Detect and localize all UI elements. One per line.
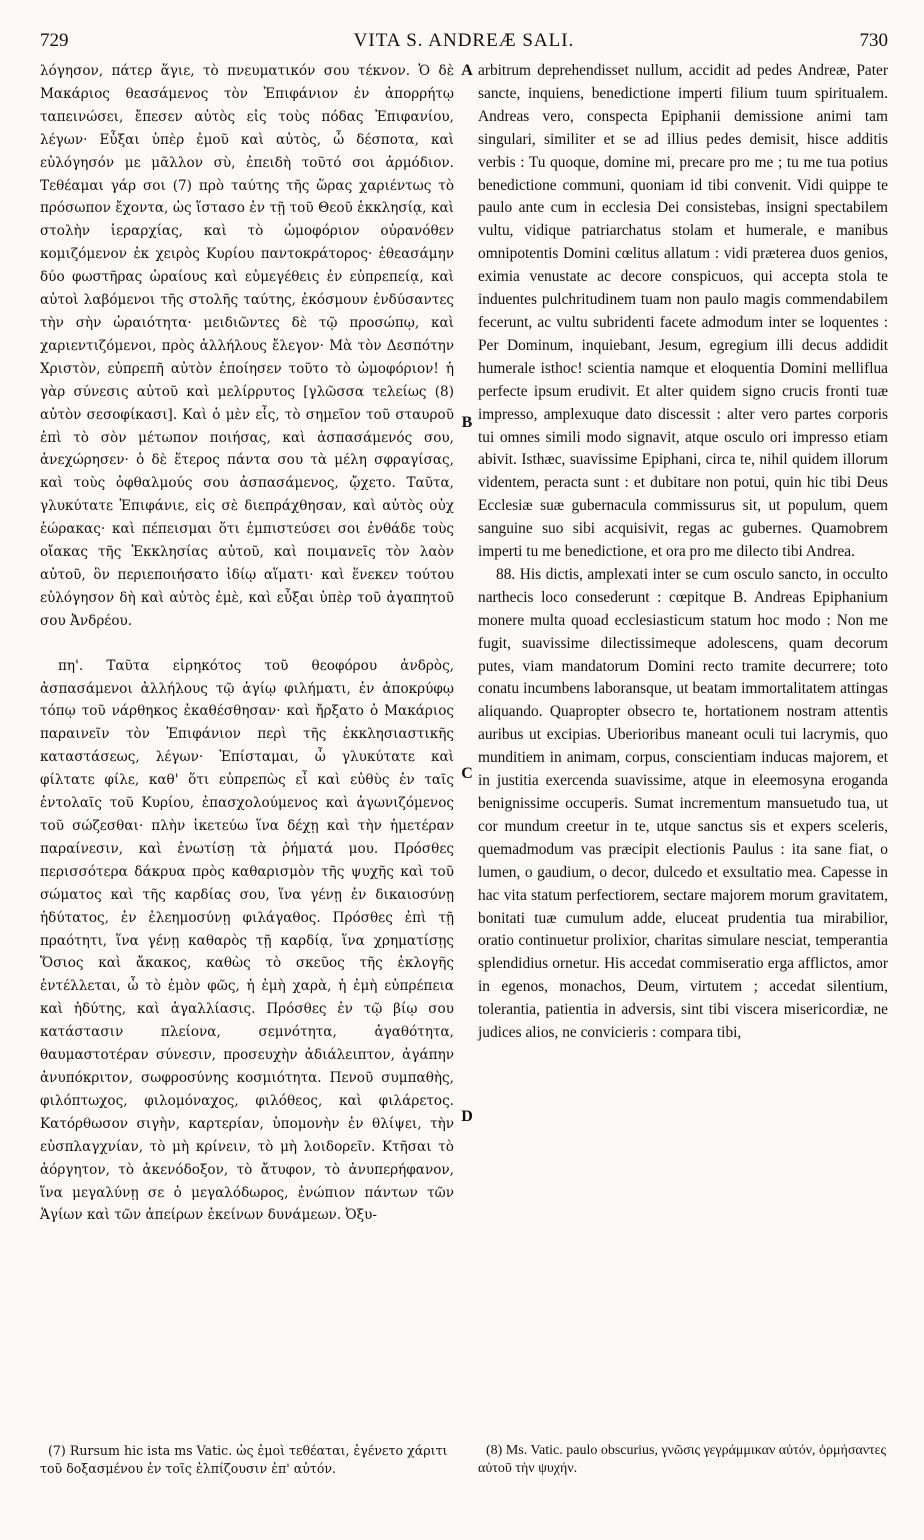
margin-marker-b: B xyxy=(461,414,473,431)
margin-marker-d: D xyxy=(461,1108,473,1125)
latin-paragraph-2: 88. His dictis, amplexati inter se cum osculo sancto, in occulto narthecis loco consederunt : cœpitque B. Andreas Epiphanium monere multa quoad ecclesiasticum statum hoc modo : Non me fugit, suavissime dilectissimeque adolescens, quam decorum putes, viam mandatorum Domini recto tramite decurrere; toto conatu incumbens laboransque, ut beatam immortalitatem attingas aliquando. Quapropter obsecro te, hortationem nostram attentis auribus ut excipias. Uberioribus maneant oculi tui lacrymis, quo munditiem in animam, corpus, conscientiam inducas majorem, et in justitia exercenda suavissime, atque in eleemosyna eroganda benignissime occuperis. Sumat incrementum mansuetudo tua, ut cor mundum creetur in te, utque sanctus sis et expers sceleris, quemadmodum vas præcipit electionis Paulus : ita sane fiat, o lumen, o gaudium, o decor, dulcedo et exsultatio mea. Capesse in hac vita statum perfectiorem, sectare majorem morum gravitatem, bonitati tuæ cumulum adde, eluceat prudentia tua mirabilior, oratio continuetur prolixior, charitas simulare nesciat, temperantia splendidius ornetur. His accedat commiseratio erga afflictos, amor in egenos, monachos, Deum, virtutem ; accedat silentium, tolerantia, patientia in adversis, sint tibi viscera misericordiæ, ne judices alios, ne convicieris : compara tibi, xyxy=(478,565,888,1042)
latin-paragraph-1: arbitrum deprehendisset nullum, accidit ad pedes Andreæ, Pater sancte, inquiens, benedictione imperti filium tuum spiritualem. Andreas vero, conspecta Epiphanii demissione animi tam singulari, similiter et se ad illius pedes demisit, hisce additis verbis : Tu quoque, domine mi, precare pro me ; tu me tua potius benedictione communi, quoniam id tibi convenit. Vidi quippe te paulo ante cum in ecclesia Dei consistebas, insigni spectabilem vultu, vidique patriarchatus stolam et humerale, e manibus omnipotentis Domini cœlitus allatum : vidi præterea duos genios, eximia venustate ac decore conspicuos, qui accepta stola te induentes pulchritudinem tuam non paulo magis commendabilem fecerunt, ac vultu subridenti facete admodum inter se loquentes : Per Dominum, inquiebant, Jesum, egregium illi decus addidit humerale isthoc! scientia namque et eloquentia Domini melliflua perfecte ipsum erudivit. Et alter quidem signo crucis fronti tuæ impresso, amplexuque dato discessit : alter vero partes corporis tui omnes simili modo signavit, atque osculo ori impresso etiam abivit. Isthæc, suavissime Epiphani, circa te, nihil quidem illorum videntem, peracta sunt : et dubitare non potui, quin hic tibi Deus Ecclesiæ suæ gubernacula commissurus sit, ut populum, quem sanguine suo sibi acquisivit, regas ac gubernes. Quamobrem imperti tu me benedictione, et ora pro me dilecto tibi Andrea. xyxy=(478,62,888,561)
footnote-8: (8) Ms. Vatic. paulo obscurius, γνῶσις γεγράμμικαν αὐτόν, ὁρμήσαντες αὐτοῦ τὴν ψυχήν. xyxy=(478,1443,887,1476)
page-number-right: 730 xyxy=(859,30,888,51)
margin-marker-c: C xyxy=(461,765,473,782)
page-number-left: 729 xyxy=(40,30,69,51)
running-header xyxy=(40,30,888,56)
greek-paragraph-1: λόγησον, πάτερ ἅγιε, τὸ πνευματικόν σου τέκνον. Ὁ δὲ Μακάριος θεασάμενος τὸν Ἐπιφάνιον ἐν ἀπορρήτῳ ταπεινώσει, ἔπεσεν αὐτὸς εἰς τοὺς πόδας Ἐπιφανίου, λέγων· Εὖξαι ὑπὲρ ἐμοῦ καὶ αὐτὸς, ὦ δέσποτα, καὶ εὐλόγησόν με μᾶλλον σὺ, ἐπειδὴ τοῦτό σοι ἁρμόδιον. Τεθέαμαι γάρ σοι (7) πρὸ ταύτης τῆς ὥρας χαριέντως τὸ πρόσωπον ἔχοντα, ὡς ἵστασο ἐν τῇ τοῦ Θεοῦ ἐκκλησίᾳ, καὶ στολὴν ἱεραρχίας, καὶ τὸ ὠμοφόριον οὐρανόθεν κομιζόμενον ἐκ χειρὸς Κυρίου παντοκράτορος· ἐθεασάμην δύο φωστῆρας ὡραίους καὶ εὐμεγέθεις ἐν εὐπρεπείᾳ, καὶ αὐτοὶ λαβόμενοι τῆς στολῆς ταύτης, ἐκόσμουν ἐνδύσαντες τὴν σὴν ὡραιότητα· μειδιῶντες δὲ τῷ προσώπῳ, καὶ χαριεντιζόμενοι, πρὸς ἀλλήλους ἔλεγον· Μὰ τὸν Δεσπότην Χριστὸν, εὐπρεπῆ αὐτὸν ἐποίησεν τοῦτο τὸ ὠμοφόριον! ἡ γὰρ σύνεσις αὐτοῦ καὶ μελίρρυτος [γλῶσσα τελείως (8) αὐτὸν σεσοφίκασι]. Καὶ ὁ μὲν εἷς, τὸ σημεῖον τοῦ σταυροῦ ἐπὶ τὸ σὸν μέτωπον ποιήσας, καὶ ἀσπασάμενός σου, ἀνεχώρησεν· ὁ δὲ ἕτερος πάντα σου τὰ μέλη σφραγίσας, καὶ τοὺς ὀφθαλμούς σου ἀσπασάμενος, ᾤχετο. Ταῦτα, γλυκύτατε Ἐπιφάνιε, εἰς σὲ διεπράχθησαν, καὶ αὐτὸς οὐχ ἑώρακας· καὶ πέπεισμαι ὅτι ἐμπιστεύσει σοι ἐνθάδε τοὺς οἴακας τῆς Ἐκκλησίας αὐτοῦ, καὶ ποιμανεῖς τὸν λαὸν αὐτοῦ, ὃν περιεποιήσατο ἰδίῳ αἵματι· καὶ ἕνεκεν τούτου εὐλόγησον δὴ καὶ αὐτὸς ἐμὲ, καὶ εὖξαι ὑπὲρ τοῦ ἀγαπητοῦ σου Ἀνδρέου. xyxy=(40,63,454,629)
greek-paragraph-2: πη'. Ταῦτα εἰρηκότος τοῦ θεοφόρου ἀνδρὸς, ἀσπασάμενοι ἀλλήλους τῷ ἁγίῳ φιλήματι, ἐν ἀποκρύφῳ τόπῳ τοῦ νάρθηκος ἐκαθέσθησαν· καὶ ἤρξατο ὁ Μακάριος παραινεῖν τὸν Ἐπιφάνιον περὶ τῆς ἐκκλησιαστικῆς καταστάσεως, λέγων· Ἐπίσταμαι, ὦ γλυκύτατε καὶ φίλτατε φίλε, καθ' ὅτι εὐπρεπὼς εἶ καὶ εὐθὺς ἐν ταῖς ἐντολαῖς τοῦ Κυρίου, ἐπασχολούμενος καὶ ἀγωνιζόμενος τοῦ σώζεσθαι· πλὴν ἱκετεύω ἵνα δέχῃ καὶ τὴν ἡμετέραν παραίνεσιν, καὶ ἐνωτίσῃ τὰ ῥήματά μου. Πρόσθες περισσότερα δάκρυα πρὸς καθαρισμὸν τῆς ψυχῆς καὶ τοῦ σώματος καὶ τῆς καρδίας σου, ἵνα γένῃ ἐν δικαιοσύνῃ ἡδύτατος, ἐν ἐλεημοσύνῃ φιλάγαθος. Πρόσθες ἐπὶ τῇ πραότητι, ἵνα γένῃ καθαρὸς τῇ καρδίᾳ, ἵνα χρηματίσῃς Ὅσιος καὶ ἄκακος, καθὼς τὸ σκεῦος τῆς ἐκλογῆς ἐντέλλεται, ὦ τὸ ἐμὸν φῶς, ἡ ἐμὴ χαρὰ, ἡ ἐμὴ εὐπρέπεια καὶ ἡδύτης, καὶ ἀγαλλίασις. Πρόσθες ἐν τῷ βίῳ σου κατάστασιν πλείονα, σεμνότητα, ἀγαθότητα, θαυμαστοτέραν σύνεσιν, προσευχὴν ἀδιάλειπτον, ἀγάπην ἀνυπόκριτον, σωφροσύνης κοσμιότητα. Πενοῦ συμπαθὴς, φιλόπτωχος, φιλομόναχος, φιλόθεος, καὶ φιλάρετος. Κατόρθωσον σιγὴν, καρτερίαν, ὑπομονὴν ἐν θλίψει, τὴν εὐσπλαγχνίαν, τὸ μὴ κρίνειν, τὸ μὴ λοιδορεῖν. Κτῆσαι τὸ ἀόργητον, τὸ ἀκενόδοξον, τὸ ἄτυφον, τὸ ἀνυπερήφανον, ἵνα μεγαλύνῃ σε ὁ μεγαλόδωρος, ἐνώπιον πάντων τῶν Ἁγίων καὶ τῶν ἀπείρων ἐκείνων δυνάμεων. Ὀξυ- xyxy=(40,657,454,1224)
greek-column xyxy=(40,60,454,1227)
latin-column xyxy=(478,60,888,1045)
running-title: VITA S. ANDREÆ SALI. xyxy=(353,30,575,51)
footnote-7: (7) Rursum hic ista ms Vatic. ὡς ἐμοὶ τεθέαται, ἐγένετο χάριτι τοῦ δοξασμένου ἐν τοῖς ἐλπίζουσιν ἐπ' αὐτόν. xyxy=(40,1443,448,1476)
margin-marker-a: A xyxy=(461,62,473,79)
